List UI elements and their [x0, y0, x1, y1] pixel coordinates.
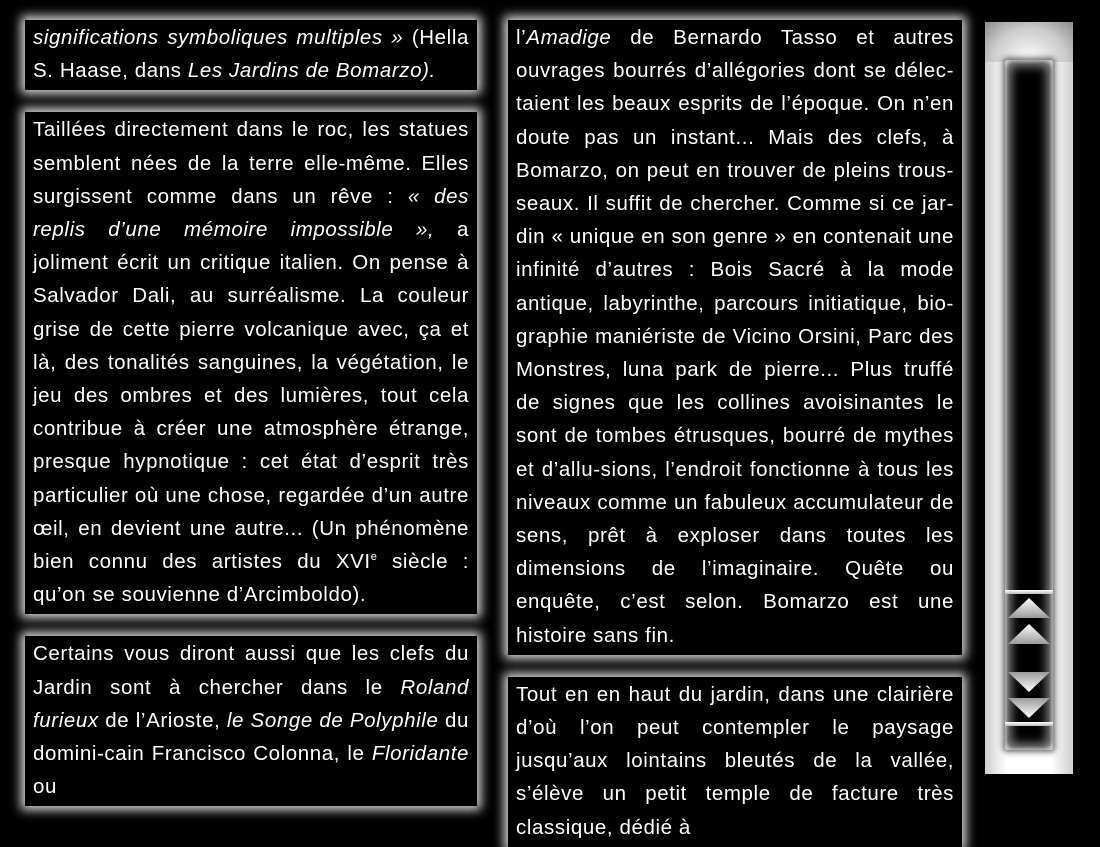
- down-arrow-icon: [1006, 670, 1052, 694]
- scroll-track[interactable]: [1005, 60, 1053, 750]
- double-up-arrow-icon: [1006, 596, 1052, 620]
- italic-title: Floridante: [371, 742, 469, 766]
- italic-text: significations symboliques multiples »: [33, 26, 404, 49]
- text: Taillées directement dans le roc, les statues semblent nées de la terre elle-même. Elles surgissent comme dans un rêve :: [33, 118, 469, 208]
- text: Tout en en haut du jardin, dans une clairière d’où l’on peut contempler le paysage jusqu’aux lointains bleutés de la vallée, s’élève un petit temple de facture très classique, dédié à: [516, 682, 954, 839]
- scroll-separator: [1005, 590, 1053, 594]
- text: de l’Arioste,: [98, 708, 227, 732]
- italic-title: le Songe de Polyphile: [226, 708, 439, 732]
- page-down-button[interactable]: [1006, 696, 1052, 720]
- text: de Bernardo Tasso et autres ouvrages bourrés d’allégories dont se délec-taient les beaux esprits de l’époque. On n’en doute pas un instant... Mais des clefs, à Bomarzo, on peut en trouver de pleins trous-seaux. Il suffit de chercher. Comme si ce jar-din « unique en son genre » en contenait une infinité d’autres : Bois Sacré à la mode antique, labyrinthe, parcours initiatique, bio-graphie maniériste de Vicino Orsini, Parc des Monstres, luna park de pierre... Plus truffé de signes que les collines avoisinantes le sont de tombes étrusques, bourré de mythes et d’allu-sions, l’endroit fonctionne à tous les niveaux comme un fabuleux accumulateur de sens, prêt à exploser dans toutes les dimensions de l’imaginaire. Quête ou enquête, c’est selon. Bomarzo est une histoire sans fin.: [516, 26, 954, 647]
- superscript: e: [370, 551, 378, 564]
- page-up-button[interactable]: [1006, 596, 1052, 620]
- scroll-separator: [1005, 722, 1053, 726]
- line-up-button[interactable]: [1006, 622, 1052, 646]
- text-column-left: [25, 22, 477, 799]
- text: Certains vous diront aussi que les clefs du Jardin sont à chercher dans le: [33, 642, 469, 699]
- paragraph: [508, 677, 962, 847]
- text: du domini-cain Francisco Colonna, le: [33, 708, 469, 766]
- text-column-right: [508, 22, 962, 839]
- text: (Hella S. Haase, dans: [33, 26, 469, 83]
- up-arrow-icon: [1006, 622, 1052, 646]
- line-down-button[interactable]: [1006, 670, 1052, 694]
- text: a joliment écrit un critique italien. On pense à Salvador Dali, au surréalisme. La couleur grise de cette pierre volcanique avec, ça et là, des tonalités sanguines, la végétation, le jeu des ombres et des lumières, tout cela contribue à créer une atmosphère étrange, presque hypnotique : cet état d’esprit très particulier où une chose, regardée d’un autre œil, en devient une autre... (Un phénomène bien connu des artistes du XVI: [33, 218, 469, 574]
- paragraph: [508, 20, 962, 655]
- scroll-widget-cap: [985, 22, 1073, 62]
- double-down-arrow-icon: [1006, 696, 1052, 720]
- scroll-widget: [985, 22, 1073, 774]
- italic-title: Roland furieux: [33, 675, 469, 732]
- italic-quote: « des replis d’une mémoire impossible »,: [33, 184, 469, 242]
- text: l’: [516, 26, 527, 49]
- paragraph: [25, 636, 477, 806]
- paragraph: [25, 112, 477, 614]
- italic-text: Les Jardins de Bomarzo).: [187, 59, 436, 83]
- text: siècle : qu’on se souvienne d’Arcimboldo).: [33, 550, 469, 607]
- italic-title: Amadige: [526, 26, 612, 49]
- text: ou: [33, 775, 58, 799]
- paragraph: [25, 20, 477, 90]
